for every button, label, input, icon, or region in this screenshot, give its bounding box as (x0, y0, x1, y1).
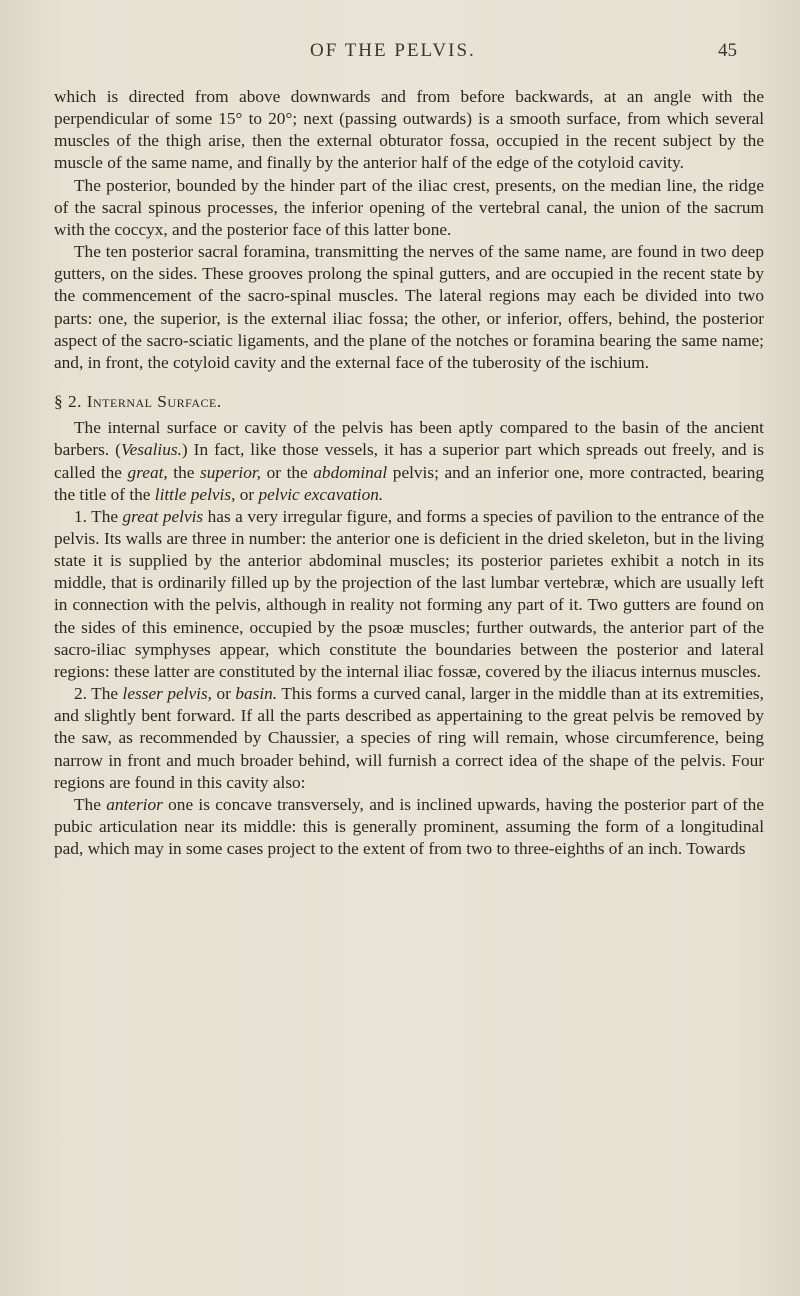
text-run: the (167, 462, 201, 482)
italic-text: lesser pelvis, (122, 684, 212, 704)
italic-text: pelvic excavation. (258, 484, 384, 504)
text-run: one is concave transversely, and is inclined upwards, having the posterior part of the pubic articulation near its middle: this is generally prominent, assuming the form of a longitudinal pad, which may in some cases project to the extent of from two to three-eighths of an inch. Towards (54, 794, 764, 859)
paragraph (54, 794, 764, 860)
text-run: pelvis; and an inferior one, more contracted, bearing the title of the (54, 462, 764, 504)
text-run: or (211, 684, 236, 704)
text-run: The (74, 794, 107, 814)
italic-text: superior, (200, 462, 261, 482)
italic-text: little pelvis, (154, 484, 236, 504)
running-title: OF THE PELVIS. (310, 40, 476, 61)
running-head (0, 40, 800, 70)
text-run: has a very irregular figure, and forms a species of pavilion to the entrance of the pelvis. Its walls are three in number: the anterior one is deficient in the dried skeleton, but in the living state it is supplied by the anterior abdominal muscles; its posterior parietes exhibit a notch in its middle, that is ordinarily filled up by the projection of the last lumbar vertebræ, which are usually left in connection with the pelvis, although in reality not forming any part of it. Two gutters are found on the sides of this eminence, occupied by the psoæ muscles; further outwards, the anterior part of the sacro-iliac symphyses appear, which constitute the boundaries between the posterior and lateral regions: these latter are constituted by the internal iliac fossæ, covered by the iliacus internus muscles. (54, 506, 764, 681)
italic-text: Vesalius. (120, 440, 182, 460)
paragraph (54, 241, 764, 374)
paragraph (54, 86, 764, 175)
text-run: The posterior, bounded by the hinder part of the iliac crest, presents, on the median line, the ridge of the sacral spinous processes, the inferior opening of the vertebral canal, the union of the sacrum with the coccyx, and the posterior face of this latter bone. (54, 175, 764, 239)
text-run: 1. The (74, 506, 123, 526)
italic-text: great pelvis (122, 506, 204, 526)
italic-text: anterior (106, 794, 163, 814)
paragraph (54, 506, 764, 683)
italic-text: basin. (235, 684, 278, 704)
text-run: 2. The (74, 684, 123, 704)
text-run: This forms a curved canal, larger in the middle than at its extremities, and slightly bent forward. If all the parts described as appertaining to the great pelvis be removed by the saw, as recommended by Chaussier, a species of ring will remain, whose circumference, being narrow in front and much broader behind, will furnish a correct idea of the shape of the pelvis. Four regions are found in this cavity also: (54, 684, 764, 792)
text-run: ) In fact, like those vessels, it has a superior part which spreads out freely, and is called the (54, 440, 764, 482)
text-run: The ten posterior sacral foramina, transmitting the nerves of the same name, are found in two deep gutters, on the sides. These grooves prolong the spinal gutters, and are occupied in the recent state by the commencement of the sacro-spinal muscles. The lateral regions may each be divided into two parts: one, the superior, is the external iliac fossa; the other, or inferior, offers, behind, the posterior aspect of the sacro-sciatic ligaments, and the plane of the notches or foramina bearing the same name; and, in front, the cotyloid cavity and the external face of the tuberosity of the ischium. (54, 242, 764, 372)
text-run: § 2. Internal Surface. (54, 392, 222, 412)
text-run: or (235, 484, 259, 504)
italic-text: great, (127, 462, 168, 482)
paragraph (54, 175, 764, 241)
section-heading (54, 391, 764, 413)
text-run: which is directed from above downwards and from before backwards, at an angle with the perpendicular of some 15° to 20°; next (passing outwards) is a smooth surface, from which several muscles of the thigh arise, then the external obturator fossa, occupied in the recent subject by the muscle of the same name, and finally by the anterior half of the edge of the cotyloid cavity. (54, 87, 764, 173)
text-run: or the (261, 462, 314, 482)
paragraph (54, 417, 764, 506)
paragraph (54, 683, 764, 794)
text-run: The internal surface or cavity of the pelvis has been aptly compared to the basin of the ancient barbers. ( (54, 418, 764, 460)
page-number: 45 (718, 40, 737, 61)
italic-text: abdominal (313, 462, 388, 482)
body-text (54, 86, 764, 860)
